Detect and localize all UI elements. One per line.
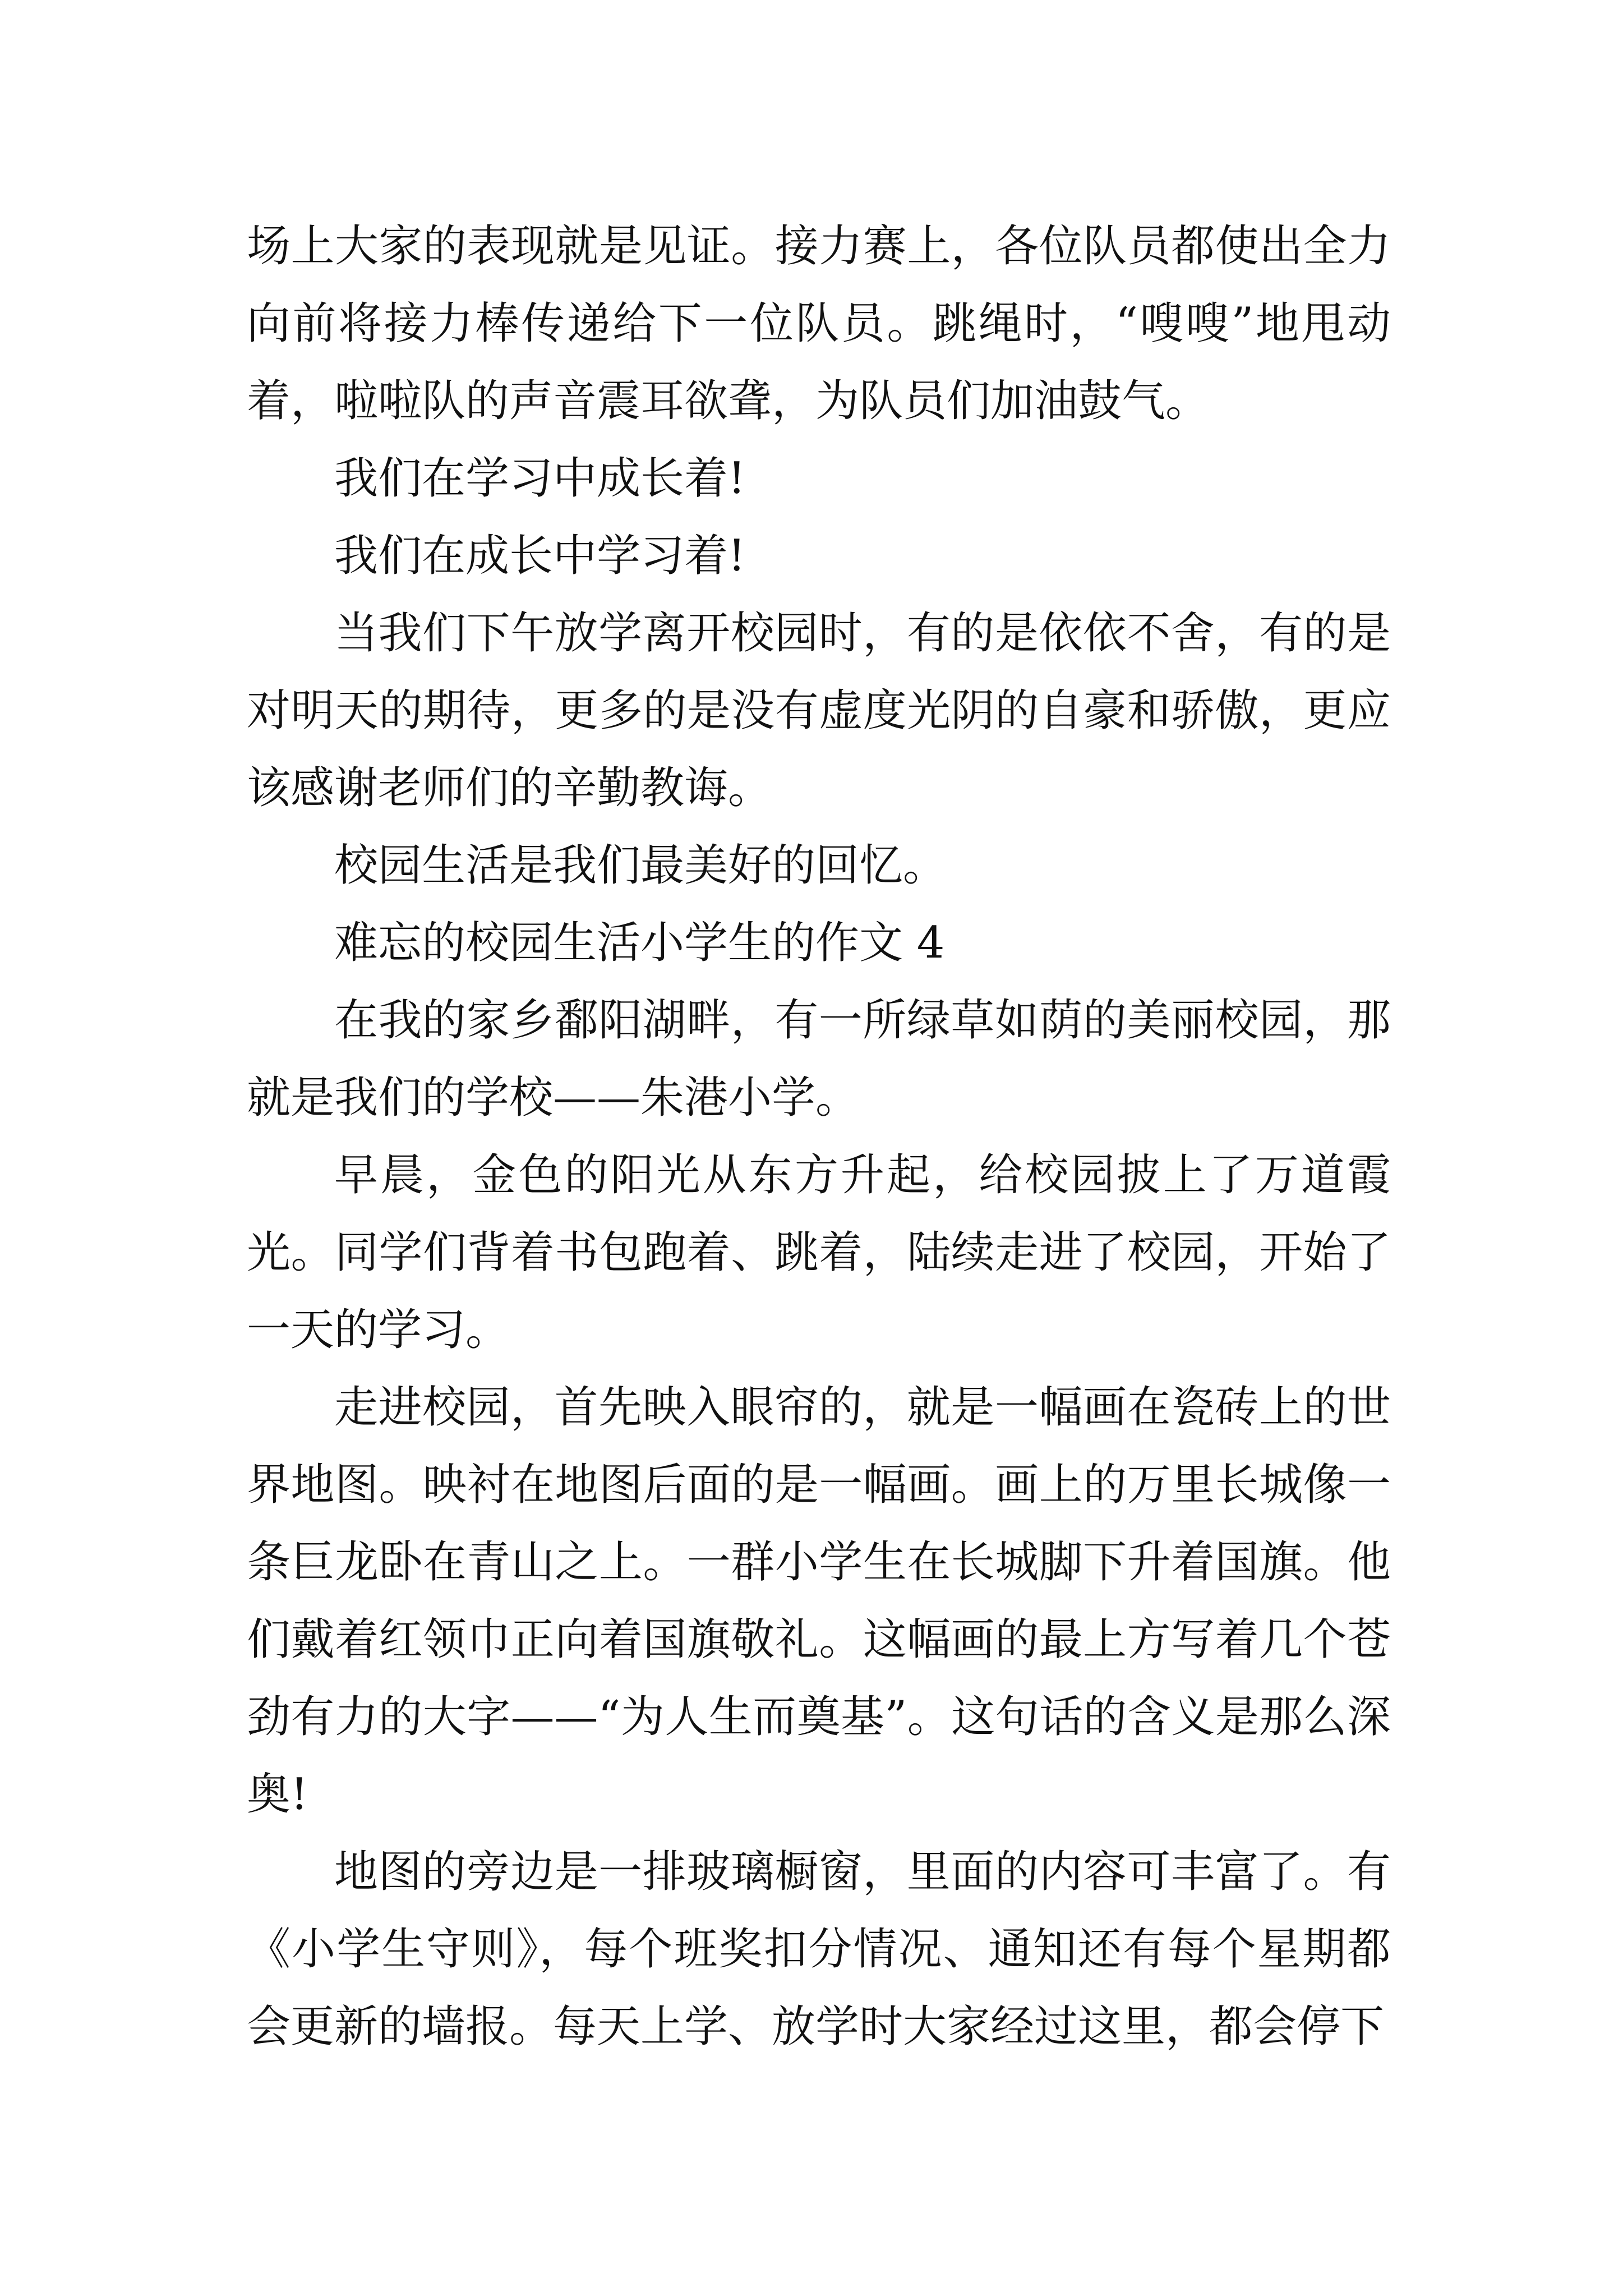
section-heading: 难忘的校园生活小学生的作文 4 [334,918,945,968]
paragraph-9: 走进校园，首先映入眼帘的，就是一幅画在瓷砖上的世界地图。映衬在地图后面的是一幅画。画上的万里长城像一条巨龙卧在青山之上。一群小学生在长城脚下升着国旗。他们戴着红领巾正向着国旗敬礼。这幅画的最上方写着几个苍劲有力的大字——“为人生而奠基”。这句话的含义是那么深奥! [247,1382,1391,1820]
paragraph-3: 我们在成长中学习着! [334,531,746,581]
paragraph-5: 校园生活是我们最美好的回忆。 [334,840,947,891]
paragraph-4: 当我们下午放学离开校园时，有的是依依不舍，有的是对明天的期待，更多的是没有虚度光阴的自豪和骄傲，更应该感谢老师们的辛勤教诲。 [247,608,1391,813]
paragraph-10: 地图的旁边是一排玻璃橱窗，里面的内容可丰富了。有《小学生守则》，每个班奖扣分情况、通知还有每个星期都会更新的墙报。每天上学、放学时大家经过这里，都会停下 [247,1847,1391,2052]
paragraph-1: 场上大家的表现就是见证。接力赛上，各位队员都使出全力向前将接力棒传递给下一位队员。跳绳时，“嗖嗖”地甩动着，啦啦队的声音震耳欲聋，为队员们加油鼓气。 [247,221,1391,426]
paragraph-2: 我们在学习中成长着! [334,453,746,504]
body-text [247,208,1391,2065]
paragraph-7: 在我的家乡鄱阳湖畔，有一所绿草如荫的美丽校园，那就是我们的学校——朱港小学。 [247,995,1391,1123]
paragraph-8: 早晨，金色的阳光从东方升起，给校园披上了万道霞光。同学们背着书包跑着、跳着，陆续走进了校园，开始了一天的学习。 [247,1150,1391,1355]
